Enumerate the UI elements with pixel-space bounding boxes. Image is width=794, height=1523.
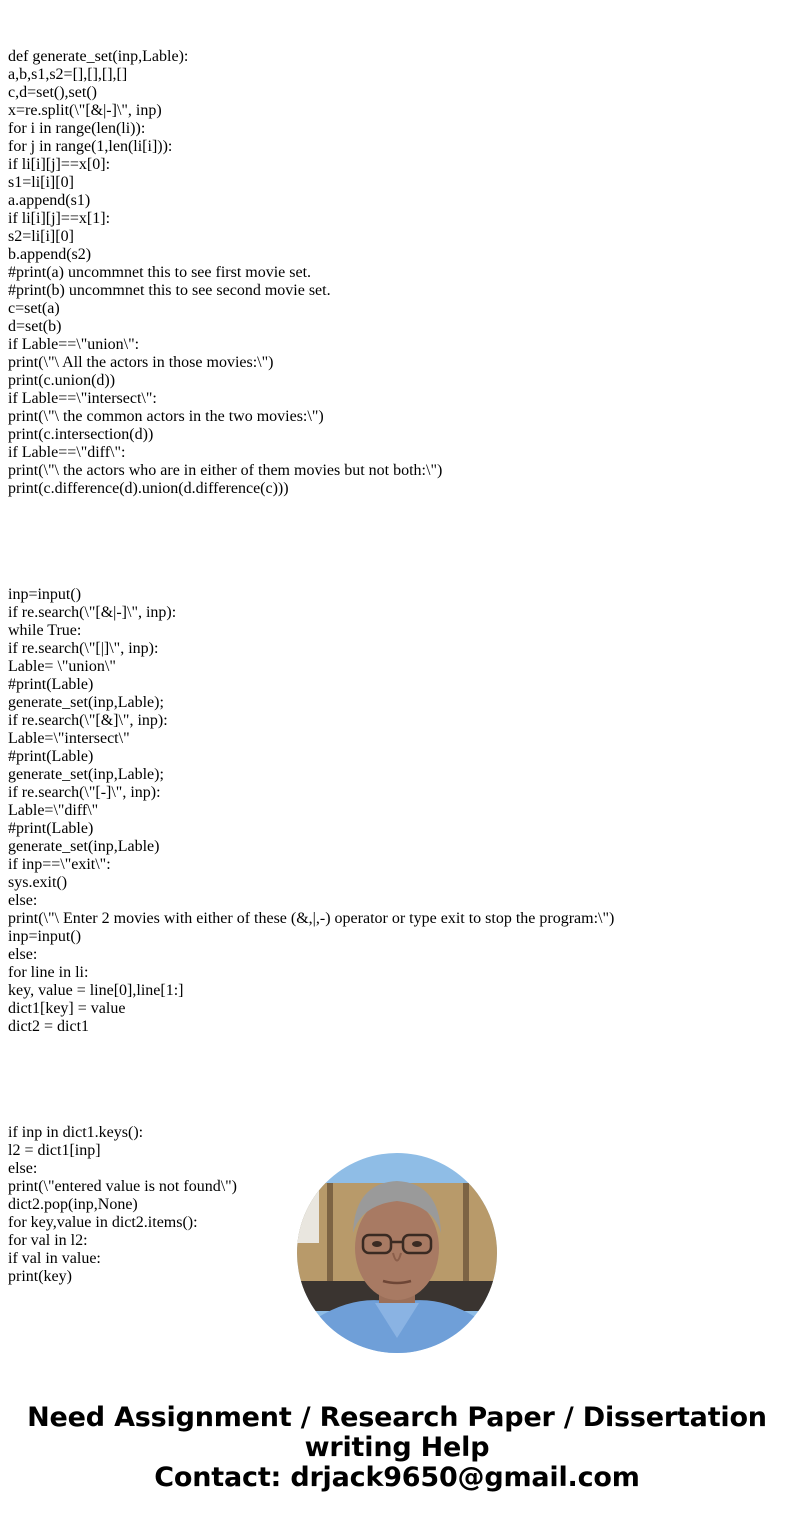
code-line: generate_set(inp,Lable); [8,766,164,783]
code-line: else: [8,892,38,909]
code-block-main-loop [8,586,788,1036]
banner-subheadline: writing Help [304,1432,490,1463]
code-line: #print(b) uncommnet this to see second movie set. [8,282,331,299]
code-line: key, value = line[0],line[1:] [8,982,184,999]
blank-line [8,534,788,550]
contact-banner [0,1403,794,1493]
code-line: print(c.union(d)) [8,372,116,389]
code-line: print(c.intersection(d)) [8,426,154,443]
code-line: Lable=\"diff\" [8,802,99,819]
code-line: if li[i][j]==x[0]: [8,156,111,173]
code-line: Lable=\"intersect\" [8,730,130,747]
code-line: print(\"\ the common actors in the two movies:\") [8,408,324,425]
code-line: print(c.difference(d).union(d.difference(c))) [8,480,289,497]
code-line: dict2.pop(inp,None) [8,1196,138,1213]
code-line: a.append(s1) [8,192,91,209]
code-line: a,b,s1,s2=[],[],[],[] [8,66,128,83]
code-line: if val in value: [8,1250,101,1267]
code-line: #print(Lable) [8,748,94,765]
code-line: dict1[key] = value [8,1000,126,1017]
person-photo-icon [297,1153,497,1353]
code-line: dict2 = dict1 [8,1018,90,1035]
code-line: if li[i][j]==x[1]: [8,210,111,227]
code-line: if Lable==\"intersect\": [8,390,157,407]
code-block-generate-set [8,48,788,498]
code-line: print(\"\ Enter 2 movies with either of these (&,|,-) operator or type exit to stop the program:\") [8,910,615,927]
code-line: b.append(s2) [8,246,92,263]
code-line: c=set(a) [8,300,60,317]
code-line: if re.search(\"[&|-]\", inp): [8,604,177,621]
code-line: if inp==\"exit\": [8,856,111,873]
code-line: for key,value in dict2.items(): [8,1214,198,1231]
code-line: print(\"\ the actors who are in either of them movies but not both:\") [8,462,443,479]
code-line: print(key) [8,1268,72,1285]
code-line: s2=li[i][0] [8,228,74,245]
code-line: if re.search(\"[&]\", inp): [8,712,168,729]
code-line: if re.search(\"[-]\", inp): [8,784,161,801]
code-line: for val in l2: [8,1232,88,1249]
code-line: #print(Lable) [8,820,94,837]
code-line: if Lable==\"union\": [8,336,140,353]
code-line: generate_set(inp,Lable) [8,838,160,855]
avatar [297,1153,497,1353]
code-line: print(\"\ All the actors in those movies:\") [8,354,274,371]
code-line: generate_set(inp,Lable); [8,694,164,711]
code-line: if Lable==\"diff\": [8,444,126,461]
code-line: if re.search(\"[|]\", inp): [8,640,159,657]
code-line: for line in li: [8,964,89,981]
code-line: Lable= \"union\" [8,658,116,675]
code-line: inp=input() [8,586,82,603]
code-line: for i in range(len(li)): [8,120,146,137]
code-listing [8,12,788,1304]
blank-line [8,1072,788,1088]
code-line: sys.exit() [8,874,68,891]
code-line: #print(a) uncommnet this to see first movie set. [8,264,312,281]
code-line: else: [8,1160,38,1177]
code-line: if inp in dict1.keys(): [8,1124,144,1141]
code-line: def generate_set(inp,Lable): [8,48,189,65]
code-line: print(\"entered value is not found\") [8,1178,237,1195]
code-line: else: [8,946,38,963]
code-line: d=set(b) [8,318,62,335]
code-line: l2 = dict1[inp] [8,1142,101,1159]
code-line: #print(Lable) [8,676,94,693]
code-line: c,d=set(),set() [8,84,97,101]
code-line: inp=input() [8,928,82,945]
banner-headline: Need Assignment / Research Paper / Dissertation [27,1402,767,1433]
code-line: for j in range(1,len(li[i])): [8,138,173,155]
code-line: x=re.split(\"[&|-]\", inp) [8,102,162,119]
code-line: while True: [8,622,82,639]
banner-contact-email: Contact: drjack9650@gmail.com [154,1462,640,1493]
code-line: s1=li[i][0] [8,174,74,191]
